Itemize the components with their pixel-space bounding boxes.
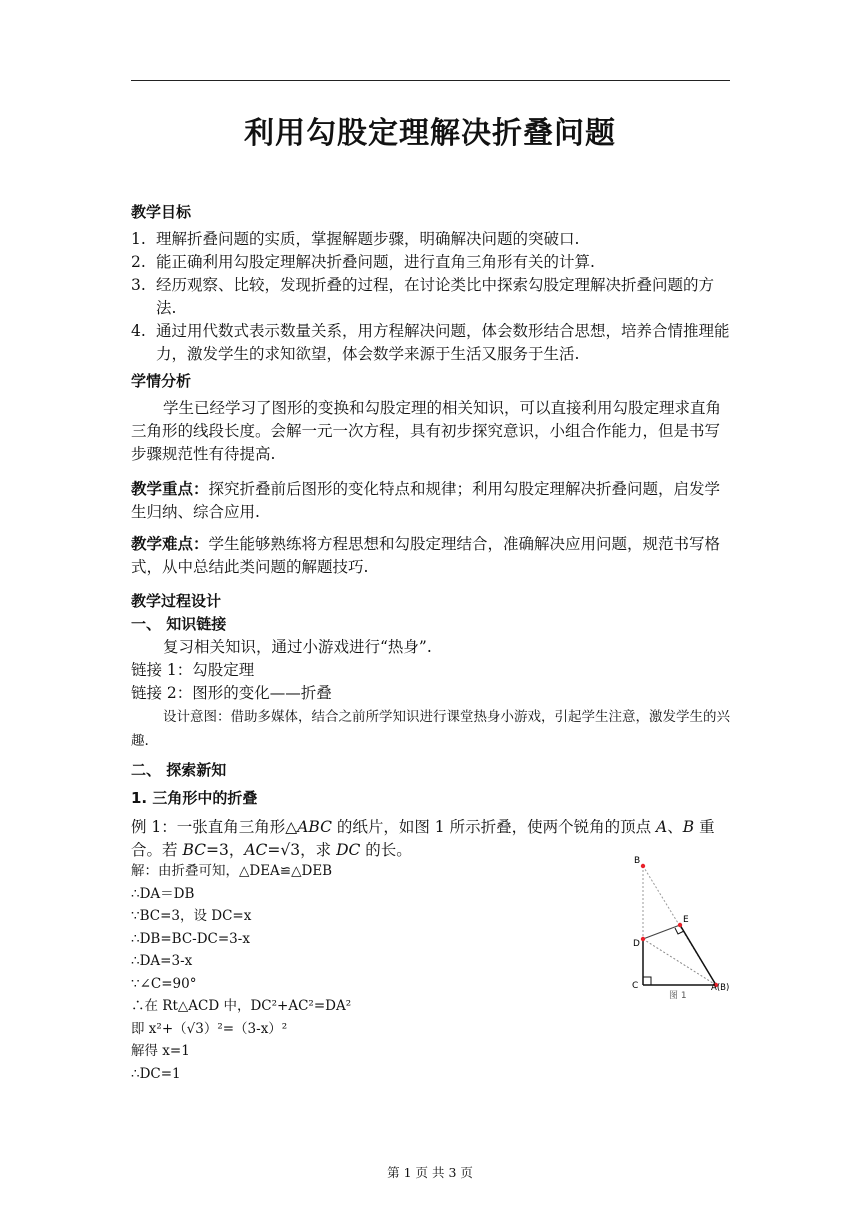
solution-line: ∴DC=1 — [131, 1065, 181, 1082]
key-point-label: 教学重点： — [131, 480, 209, 498]
list-number: 4. — [131, 322, 146, 340]
var-a: A — [656, 818, 668, 836]
example-text: 重合。若 — [131, 818, 715, 859]
header-rule — [131, 80, 730, 81]
objectives-heading: 教学目标 — [131, 203, 192, 221]
objectives-section — [131, 201, 731, 366]
link-1: 链接 1：勾股定理 — [131, 661, 255, 679]
list-item — [131, 251, 731, 274]
solution-line: ∴DA＝DB — [131, 885, 195, 902]
solution-line: 解：由折叠可知，△DEA≌△DEB — [131, 863, 333, 879]
subsection-triangle-fold — [131, 787, 731, 810]
review-text: 复习相关知识，通过小游戏进行“热身”. — [163, 638, 432, 656]
list-text: 经历观察、比较，发现折叠的过程，在讨论类比中探索勾股定理解决折叠问题的方法. — [156, 276, 715, 317]
analysis-text: 学生已经学习了图形的变换和勾股定理的相关知识，可以直接利用勾股定理求直角三角形的线段长度。会解一元一次方程，具有初步探究意识，小组合作能力，但是书写步骤规范性有待提高. — [131, 399, 722, 463]
label-a-b: A(B) — [711, 983, 730, 993]
var-bc: BC — [182, 841, 206, 859]
section-explore — [131, 759, 731, 782]
design-intent: 设计意图：借助多媒体，结合之前所学知识进行课堂热身小游戏，引起学生注意，激发学生的兴趣. — [131, 709, 730, 749]
solution-line: ∴DB=BC-DC=3-x — [131, 930, 250, 947]
list-item — [131, 320, 731, 366]
label-e: E — [683, 915, 689, 925]
section-explore-heading: 二、 探索新知 — [131, 761, 227, 779]
list-item — [131, 228, 731, 251]
solution-line: ∴DA=3-x — [131, 953, 193, 969]
point-b — [641, 864, 645, 868]
list-number: 1. — [131, 230, 146, 248]
page-footer: 第 1 页 共 3 页 — [387, 1165, 473, 1180]
solution — [131, 860, 571, 1085]
example-text: 的纸片，如图 1 所示折叠，使两个锐角的顶点 — [331, 818, 657, 836]
solution-line: ∵BC=3，设 DC=x — [131, 908, 252, 924]
example-text: =√3，求 — [267, 841, 337, 859]
segment-ea — [680, 925, 716, 985]
example-text: 的长。 — [360, 841, 412, 859]
process-heading: 教学过程设计 — [131, 592, 222, 610]
page-title: 利用勾股定理解决折叠问题 — [244, 116, 616, 151]
key-point-text: 探究折叠前后图形的变化特点和规律；利用勾股定理解决折叠问题，启发学生归纳、综合应用. — [131, 480, 721, 521]
solution-line: 即 x²+（√3）²=（3-x）² — [131, 1020, 288, 1037]
key-point — [131, 478, 731, 524]
label-d: D — [633, 939, 640, 949]
solution-line: ∵∠C=90° — [131, 975, 197, 992]
example-label: 例 1： — [131, 818, 177, 836]
fold-line-de — [643, 925, 680, 939]
list-text: 理解折叠问题的实质，掌握解题步骤，明确解决问题的突破口. — [156, 230, 580, 248]
analysis-heading: 学情分析 — [131, 372, 192, 390]
var-ac: AC — [244, 841, 268, 859]
figure-1 — [627, 850, 735, 1002]
var-b: B — [682, 818, 695, 836]
difficulty-point — [131, 533, 731, 579]
link-2: 链接 2：图形的变化——折叠 — [131, 684, 332, 702]
var-abc: ABC — [297, 818, 332, 836]
list-number: 2. — [131, 253, 146, 271]
difficulty-text: 学生能够熟练将方程思想和勾股定理结合，准确解决应用问题，规范书写格式，从中总结此类问题的解题技巧. — [131, 535, 721, 576]
segment-da — [643, 939, 716, 985]
label-b: B — [634, 856, 641, 866]
process-section — [131, 590, 731, 753]
label-c: C — [632, 981, 639, 991]
example-text: =3， — [205, 841, 245, 859]
figure-caption: 图 1 — [669, 991, 687, 1001]
analysis-section — [131, 370, 731, 466]
solution-line: ∴在 Rt△ACD 中，DC²+AC²=DA² — [131, 998, 352, 1014]
var-dc: DC — [336, 841, 361, 859]
section-knowledge-links: 一、 知识链接 — [131, 615, 227, 633]
list-text: 通过用代数式表示数量关系，用方程解决问题，体会数形结合思想，培养合情推理能力，激发学生的求知欲望，体会数学来源于生活又服务于生活. — [156, 322, 730, 363]
list-text: 能正确利用勾股定理解决折叠问题，进行直角三角形有关的计算. — [156, 253, 595, 271]
list-number: 3. — [131, 276, 146, 294]
list-item — [131, 274, 731, 320]
difficulty-label: 教学难点： — [131, 535, 209, 553]
example-text: 一张直角三角形△ — [176, 818, 298, 836]
right-angle-c — [643, 977, 651, 985]
point-d — [641, 937, 645, 941]
solution-line: 解得 x=1 — [131, 1043, 190, 1059]
example-text: 、 — [667, 818, 683, 836]
point-e — [678, 923, 682, 927]
subsection-heading: 1. 三角形中的折叠 — [131, 789, 258, 807]
